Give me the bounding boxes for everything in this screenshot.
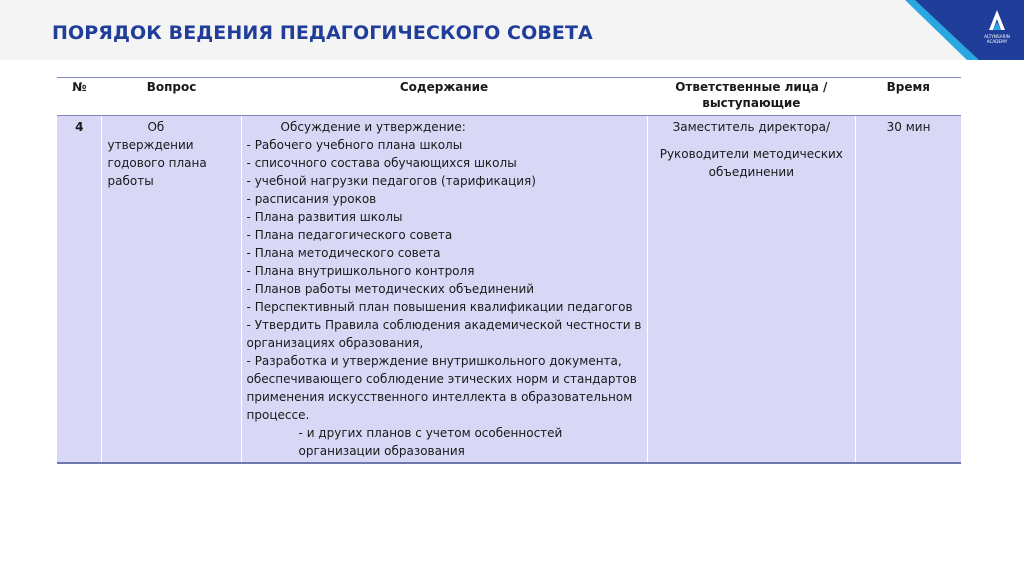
logo-text-line2: ACADEMY — [986, 39, 1008, 44]
header-number: № — [57, 78, 102, 116]
content-item: - Плана педагогического совета — [246, 228, 453, 242]
row-responsible — [647, 116, 856, 464]
responsible-heads: Руководители методических объединении — [659, 147, 843, 179]
content-item: - Рабочего учебного плана школы — [246, 138, 463, 152]
content-item: - Перспективный план повышения квалификации педагогов — [246, 300, 633, 314]
question-first-word: Об — [147, 120, 165, 134]
header-responsible: Ответственные лица / выступающие — [647, 78, 856, 116]
header-time: Время — [856, 78, 961, 116]
row-time: 30 мин — [856, 116, 961, 464]
content-item: - Плана методического совета — [246, 246, 441, 260]
content-item: - Утвердить Правила соблюдения академической честности в организациях образования, — [246, 318, 642, 350]
logo — [905, 0, 1024, 60]
content-item: - Планов работы методических объединений — [246, 282, 535, 296]
header-question: Вопрос — [102, 78, 241, 116]
table-row — [57, 116, 961, 464]
content-item: - учебной нагрузки педагогов (тарификация) — [246, 174, 536, 188]
content-item: - Плана развития школы — [246, 210, 403, 224]
slide-title: ПОРЯДОК ВЕДЕНИЯ ПЕДАГОГИЧЕСКОГО СОВЕТА — [52, 22, 593, 44]
row-content — [241, 116, 647, 464]
question-rest: утверждении годового плана работы — [107, 138, 207, 188]
content-item: - Разработка и утверждение внутришкольного документа, обеспечивающего соблюдение этических норм и стандартов применения искусственного интеллекта в образовательном процессе. — [246, 354, 637, 422]
header-content: Содержание — [241, 78, 647, 116]
responsible-deputy: Заместитель директора/ — [672, 120, 831, 134]
content-item-last: - и других планов с учетом особенностей организации образования — [298, 426, 563, 458]
content-intro: Обсуждение и утверждение: — [280, 120, 466, 134]
logo-text-line1: ALTYNSARIN — [984, 34, 1010, 39]
content-item: - Плана внутришкольного контроля — [246, 264, 475, 278]
row-question — [102, 116, 241, 464]
content-item: - расписания уроков — [246, 192, 377, 206]
content-item: - списочного состава обучающихся школы — [246, 156, 517, 170]
table-header-row — [57, 78, 961, 116]
row-number: 4 — [57, 116, 102, 464]
agenda-table — [57, 77, 961, 464]
